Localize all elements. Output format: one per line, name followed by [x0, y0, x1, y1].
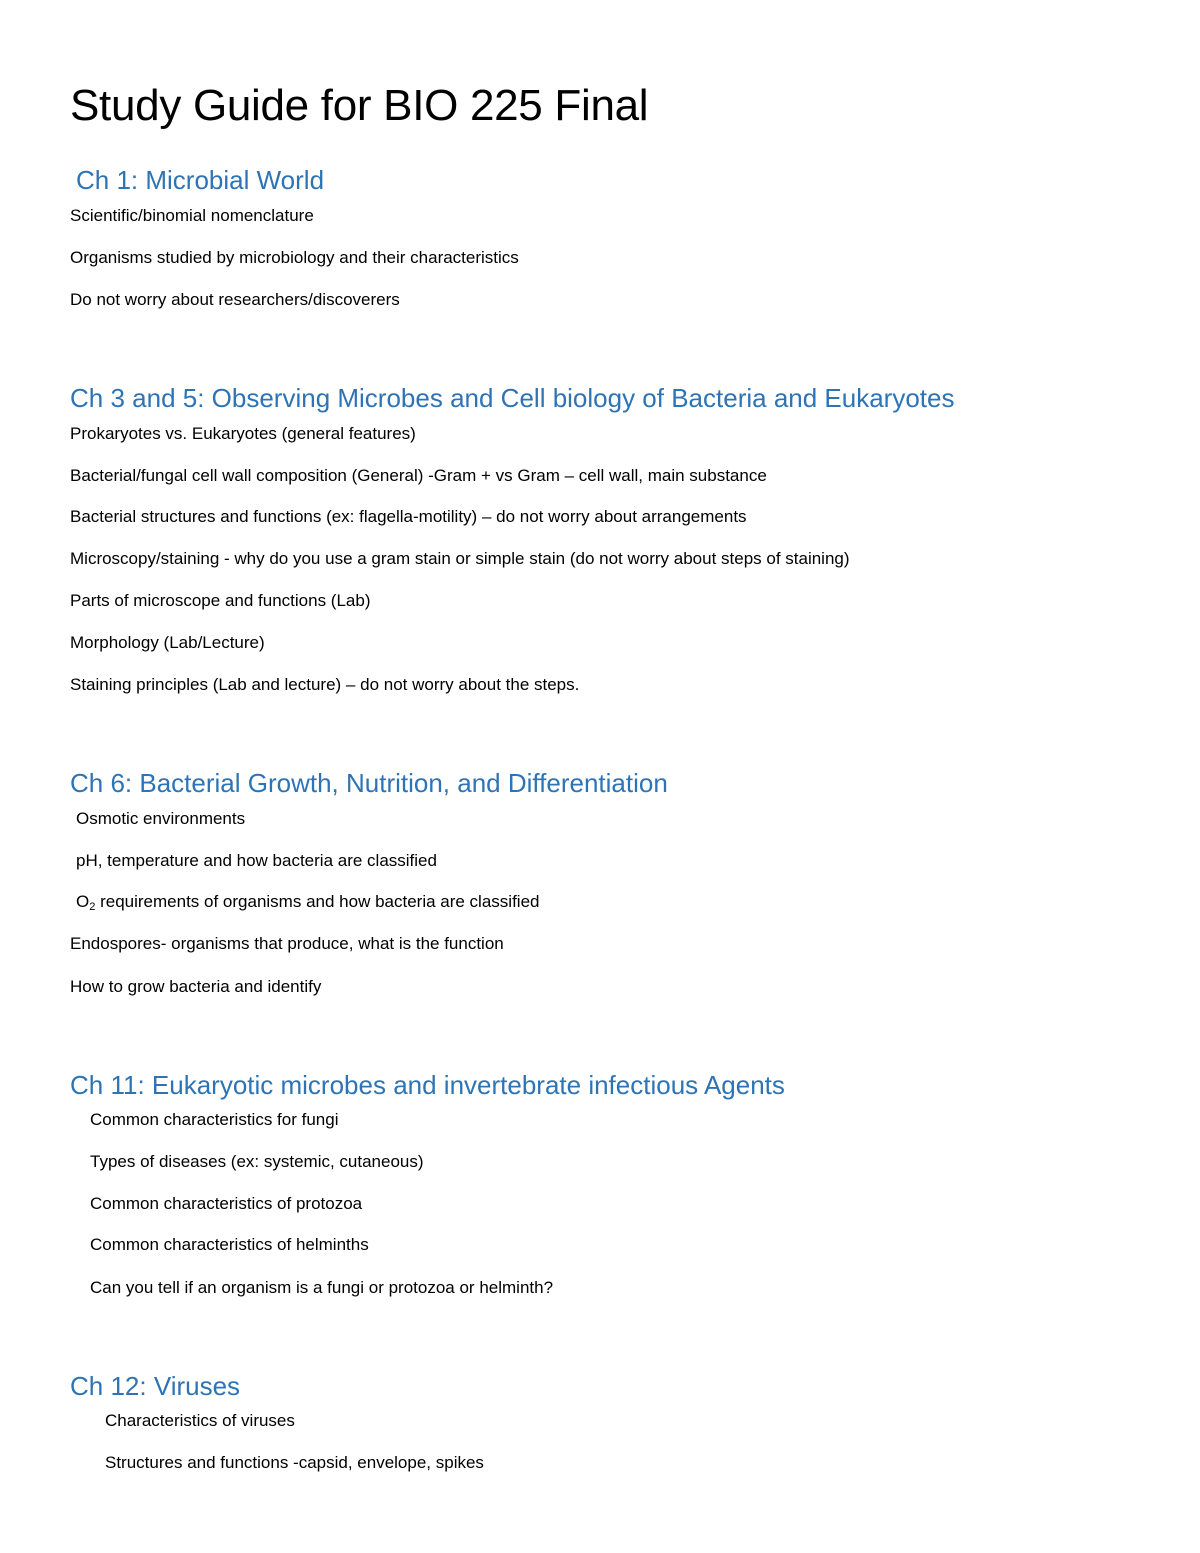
section-item-text: requirements of organisms and how bacteria are classified	[100, 892, 540, 911]
section-item: Microscopy/staining - why do you use a gram stain or simple stain (do not worry about steps of staining)	[70, 549, 850, 568]
section-item	[76, 890, 539, 914]
section-item: Bacterial structures and functions (ex: flagella-motility) – do not worry about arrangements	[70, 507, 747, 526]
section-item: Bacterial/fungal cell wall composition (General) -Gram + vs Gram – cell wall, main substance	[70, 466, 767, 485]
section-item: Organisms studied by microbiology and their characteristics	[70, 248, 519, 267]
oxygen-symbol: O	[76, 892, 90, 911]
section-item: pH, temperature and how bacteria are classified	[76, 851, 437, 870]
section-item: Common characteristics for fungi	[90, 1110, 339, 1129]
section-item: How to grow bacteria and identify	[70, 977, 322, 996]
section-item: Structures and functions -capsid, envelope, spikes	[105, 1453, 484, 1472]
section-item: Morphology (Lab/Lecture)	[70, 633, 265, 652]
section-item: Can you tell if an organism is a fungi or protozoa or helminth?	[90, 1278, 554, 1297]
section-item: Scientific/binomial nomenclature	[70, 206, 314, 225]
document-title: Study Guide for BIO 225 Final	[70, 81, 649, 130]
section-item: Parts of microscope and functions (Lab)	[70, 591, 371, 610]
section-item: Common characteristics of helminths	[90, 1235, 369, 1254]
section-heading-ch6: Ch 6: Bacterial Growth, Nutrition, and Differentiation	[70, 768, 668, 798]
section-item: Common characteristics of protozoa	[90, 1194, 363, 1213]
section-heading-ch3-5: Ch 3 and 5: Observing Microbes and Cell biology of Bacteria and Eukaryotes	[70, 383, 955, 413]
section-item: Do not worry about researchers/discoverers	[70, 290, 400, 309]
oxygen-subscript: 2	[89, 901, 96, 913]
section-item: Types of diseases (ex: systemic, cutaneous)	[90, 1152, 424, 1171]
section-heading-ch11: Ch 11: Eukaryotic microbes and invertebrate infectious Agents	[70, 1070, 785, 1100]
section-item: Characteristics of viruses	[105, 1411, 295, 1430]
section-heading-ch12: Ch 12: Viruses	[70, 1371, 241, 1401]
section-item: Staining principles (Lab and lecture) – do not worry about the steps.	[70, 675, 580, 694]
section-item: Endospores- organisms that produce, what is the function	[70, 934, 504, 953]
section-item: Prokaryotes vs. Eukaryotes (general features)	[70, 424, 416, 443]
section-heading-ch1: Ch 1: Microbial World	[76, 165, 325, 195]
section-item: Osmotic environments	[76, 809, 246, 828]
